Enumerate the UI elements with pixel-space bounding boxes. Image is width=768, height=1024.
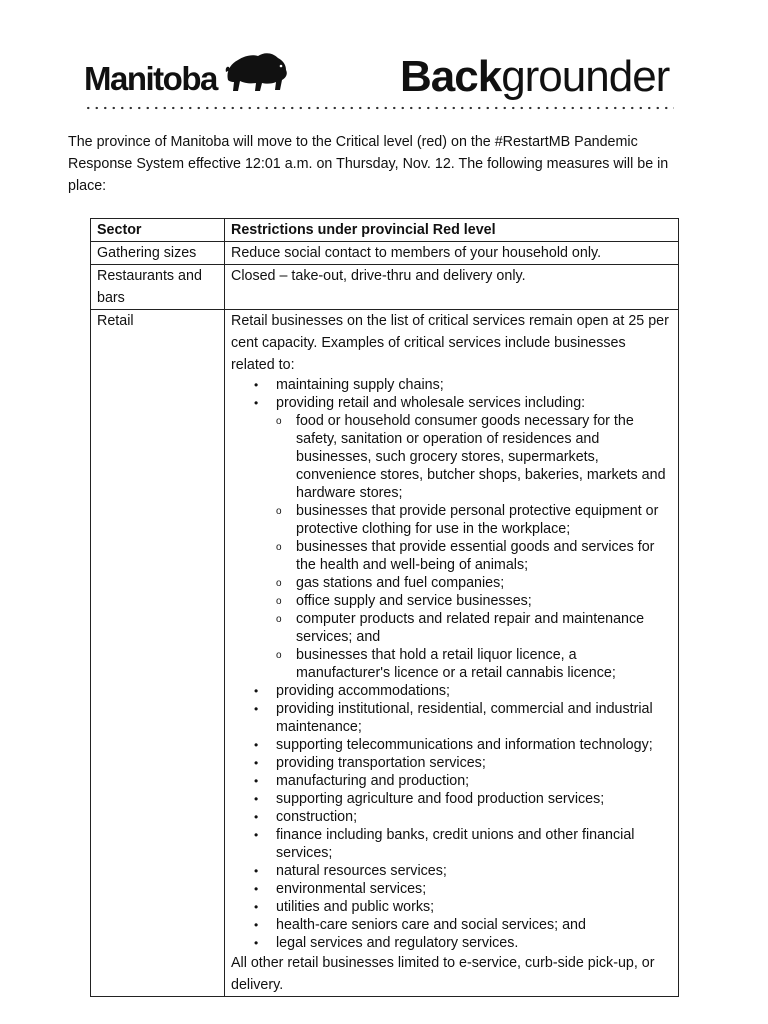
sub-list-item: o businesses that provide essential goods and services for the health and well-being of animals; (276, 539, 655, 573)
circle-bullet-icon: o (276, 578, 282, 589)
bullet-icon: • (254, 918, 259, 932)
bullet-icon: • (254, 378, 259, 392)
circle-bullet-icon: o (276, 614, 282, 625)
restriction-cell-retail (225, 310, 679, 997)
retail-intro: Retail businesses on the list of critical services remain open at 25 per cent capacity. Examples of critical services include businesses related to: (231, 313, 669, 373)
bullet-icon: • (254, 396, 259, 410)
header-sector: Sector (91, 219, 225, 242)
dotted-divider (84, 106, 674, 110)
retail-sub-list (276, 412, 672, 682)
retail-closing: All other retail businesses limited to e-service, curb-side pick-up, or delivery. (231, 955, 655, 993)
sector-cell: Retail (91, 310, 225, 997)
list-item: • construction; (254, 809, 358, 825)
restriction-cell: Closed – take-out, drive-thru and delivery only. (225, 265, 679, 310)
sector-cell: Restaurants and bars (91, 265, 225, 310)
restriction-cell: Reduce social contact to members of your household only. (225, 242, 679, 265)
header-restrictions: Restrictions under provincial Red level (225, 219, 679, 242)
bullet-icon: • (254, 882, 259, 896)
table-header-row (91, 219, 679, 242)
bullet-icon: • (254, 756, 259, 770)
sub-list-item: o gas stations and fuel companies; (276, 575, 505, 591)
bullet-icon: • (254, 810, 259, 824)
bullet-icon: • (254, 864, 259, 878)
table-row-retail (91, 310, 679, 997)
bullet-icon: • (254, 702, 259, 716)
bullet-icon: • (254, 792, 259, 806)
list-item: • finance including banks, credit unions and other financial services; (254, 827, 635, 861)
sub-list-item: o office supply and service businesses; (276, 593, 532, 609)
list-item: • natural resources services; (254, 863, 447, 879)
list-item: • legal services and regulatory services. (254, 935, 519, 951)
circle-bullet-icon: o (276, 416, 282, 427)
table-row (91, 265, 679, 310)
table-row (91, 242, 679, 265)
sub-list-item: o food or household consumer goods necessary for the safety, sanitation or operation of residences and businesses, such grocery stores, supermarkets, convenience stores, butcher shops, bakeries, markets and hardware stores; (276, 413, 666, 501)
list-item: • health-care seniors care and social services; and (254, 917, 586, 933)
bullet-icon: • (254, 900, 259, 914)
document-header (84, 50, 674, 112)
bullet-icon: • (254, 738, 259, 752)
backgrounder-title (400, 52, 669, 102)
bullet-icon: • (254, 936, 259, 950)
sub-list-item: o businesses that provide personal protective equipment or protective clothing for use in the workplace; (276, 503, 659, 537)
list-item: • supporting telecommunications and information technology; (254, 737, 653, 753)
circle-bullet-icon: o (276, 506, 282, 517)
title-light-part: grounder (501, 52, 670, 101)
title-bold-part: Back (400, 52, 502, 101)
list-item: • providing retail and wholesale services including: o food or household consumer goods necessary for the safety, sanitation or operation of residences and businesses, such grocery stores, supermarkets, convenience stores, butcher shops, bakeries, markets and hardware stores; o businesses that provide personal protective equipment or protective clothing for use in the workplace; o businesses that provide essential goods and services for the health and well-being of animals; o gas stations and fuel companies; o office supply and service businesses; o computer products and related repair and maintenance services; and o businesses that hold a retail liquor licence, a manufacturer's licence or a retail cannabis licence; (276, 394, 672, 682)
sub-list-item: o computer products and related repair and maintenance services; and (276, 611, 645, 645)
list-item: • maintaining supply chains; (254, 377, 444, 393)
bullet-icon: • (254, 828, 259, 842)
bullet-icon: • (254, 774, 259, 788)
list-item: • utilities and public works; (254, 899, 435, 915)
list-item: • providing transportation services; (254, 755, 486, 771)
intro-paragraph: The province of Manitoba will move to the Critical level (red) on the #RestartMB Pandemic Response System effective 12:01 a.m. on Thursday, Nov. 12. The following measures will be in place: (68, 134, 669, 194)
bison-icon (224, 50, 290, 96)
circle-bullet-icon: o (276, 650, 282, 661)
circle-bullet-icon: o (276, 542, 282, 553)
circle-bullet-icon: o (276, 596, 282, 607)
measures-table (90, 218, 679, 997)
sector-cell: Gathering sizes (91, 242, 225, 265)
list-item: • supporting agriculture and food production services; (254, 791, 605, 807)
list-item: • environmental services; (254, 881, 427, 897)
list-item: • manufacturing and production; (254, 773, 470, 789)
list-item: • providing institutional, residential, commercial and industrial maintenance; (254, 701, 653, 735)
bullet-icon: • (254, 684, 259, 698)
list-item: • providing accommodations; (254, 683, 451, 699)
manitoba-logo-text: Manitoba (84, 60, 217, 97)
retail-bullet-list (231, 376, 672, 952)
sub-list-item: o businesses that hold a retail liquor licence, a manufacturer's licence or a retail cannabis licence; (276, 647, 616, 681)
